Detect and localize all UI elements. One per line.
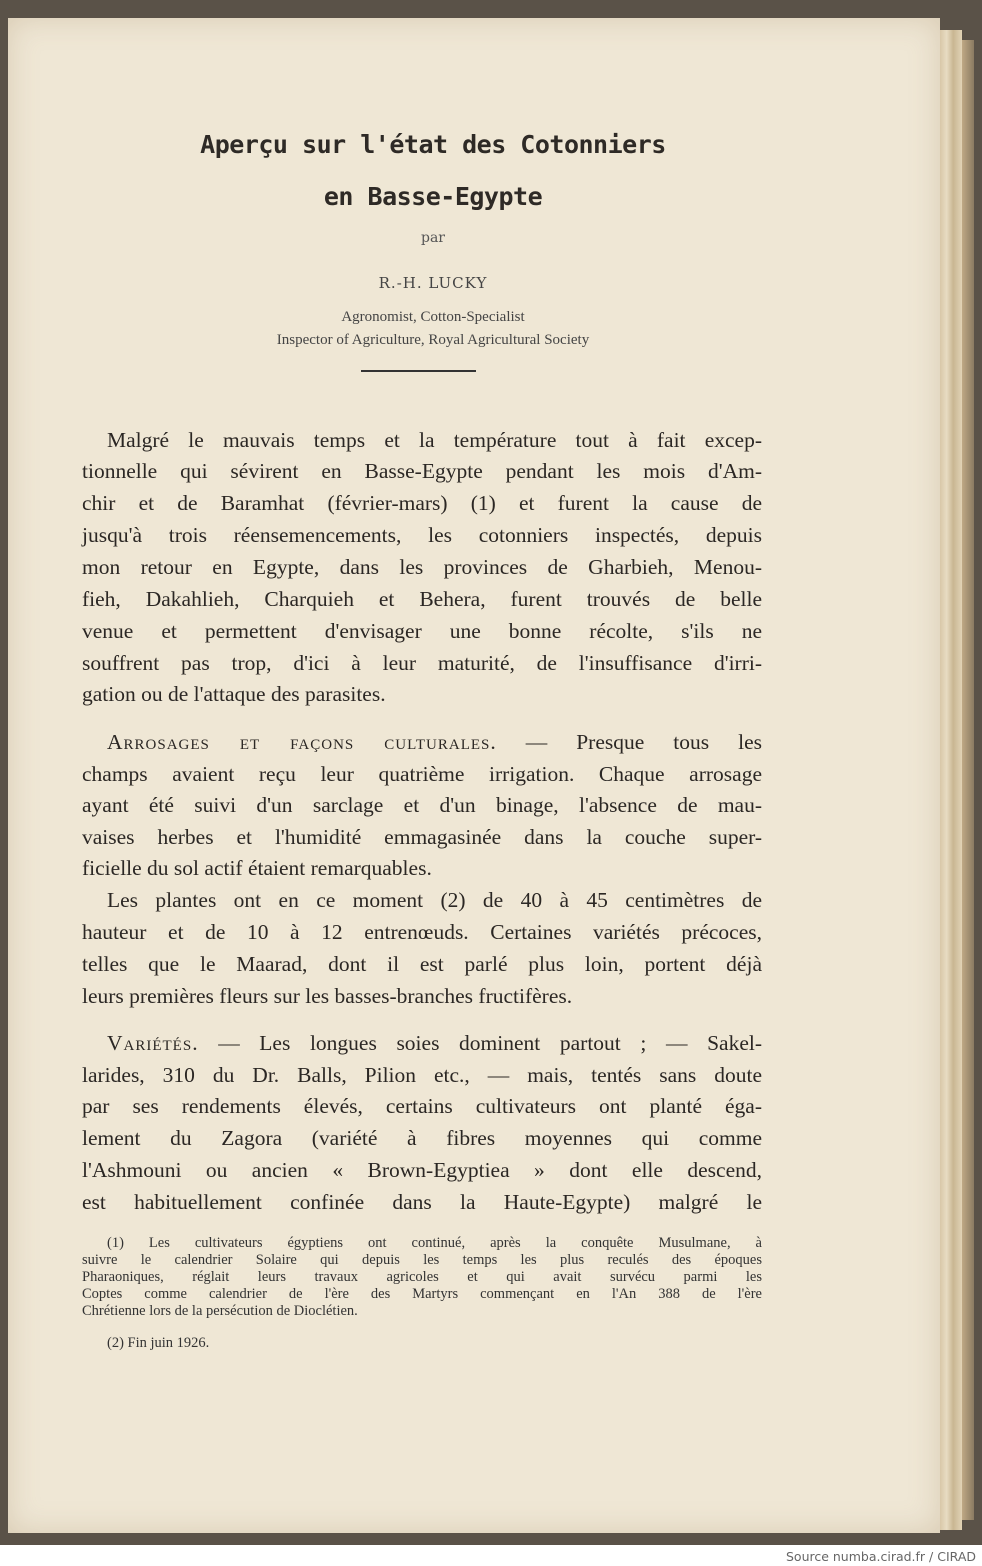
body-line: Les plantes ont en ce moment (2) de 40 à 45 centimètres de	[107, 888, 762, 912]
footnote-line: Chrétienne lors de la persécution de Dioclétien.	[82, 1303, 358, 1319]
body-line: lement du Zagora (variété à fibres moyennes qui comme	[82, 1126, 762, 1150]
body-text-fragment: — Les longues soies dominent partout ; — Sakel-	[198, 1031, 762, 1055]
body-line: vaises herbes et l'humidité emmagasinée dans la couche super-	[82, 825, 762, 849]
footnote-line: (1) Les cultivateurs égyptiens ont continué, après la conquête Musulmane, à	[107, 1235, 762, 1251]
footnote-2: (2) Fin juin 1926.	[107, 1335, 210, 1351]
section-heading-varietes: Variétés.	[107, 1031, 199, 1055]
body-line: souffrent pas trop, d'ici à leur maturité, de l'insuffisance d'irri-	[82, 651, 762, 675]
footnote-line: suivre le calendrier Solaire qui depuis les temps les plus reculés des époques	[82, 1252, 762, 1268]
section-heading-arrosages: Arrosages et façons culturales.	[107, 730, 497, 754]
body-line: par ses rendements élevés, certains cultivateurs ont planté éga-	[82, 1094, 762, 1118]
body-line: larides, 310 du Dr. Balls, Pilion etc., — mais, tentés sans doute	[82, 1063, 762, 1087]
affiliation-1: Agronomist, Cotton-Specialist	[341, 309, 525, 325]
body-line: Malgré le mauvais temps et la température tout à fait excep-	[107, 428, 762, 452]
body-line: jusqu'à trois réensemencements, les cotonniers inspectés, depuis	[82, 523, 762, 547]
title-line-1: Aperçu sur l'état des Cotonniers	[200, 130, 666, 159]
body-line: leurs premières fleurs sur les basses-branches fructifères.	[82, 984, 573, 1008]
body-text-fragment: — Presque tous les	[496, 730, 762, 754]
body-line: tionnelle qui sévirent en Basse-Egypte pendant les mois d'Am-	[82, 459, 762, 483]
body-line: chir et de Baramhat (février-mars) (1) et furent la cause de	[82, 491, 762, 515]
body-line: est habituellement confinée dans la Haute-Egypte) malgré le	[82, 1190, 762, 1214]
section-heading-line	[107, 1029, 762, 1057]
body-line: l'Ashmouni ou ancien « Brown-Egyptiea » dont elle descend,	[82, 1158, 762, 1182]
body-line: ficielle du sol actif étaient remarquables.	[82, 856, 432, 880]
affiliation-2: Inspector of Agriculture, Royal Agricultural Society	[276, 332, 590, 348]
footnote-line: Coptes comme calendrier de l'ère des Martyrs commençant en l'An 388 de l'ère	[82, 1286, 762, 1302]
author-name: R.-H. LUCKY	[378, 274, 488, 292]
body-line: mon retour en Egypte, dans les provinces de Gharbieh, Menou-	[82, 555, 762, 579]
footnote-line: Pharaoniques, réglait leurs travaux agricoles et qui avait survécu parmi les	[82, 1269, 762, 1285]
by-label: par	[420, 230, 445, 246]
title-line-2: en Basse-Egypte	[323, 182, 543, 211]
source-credit: Source numba.cirad.fr / CIRAD	[785, 1549, 976, 1564]
body-line: hauteur et de 10 à 12 entrenœuds. Certaines variétés précoces,	[82, 920, 762, 944]
body-line: venue et permettent d'envisager une bonne récolte, s'ils ne	[82, 619, 762, 643]
body-line: gation ou de l'attaque des parasites.	[82, 682, 386, 706]
book-cover-edge	[962, 40, 974, 1520]
body-line: telles que le Maarad, dont il est parlé plus loin, portent déjà	[82, 952, 762, 976]
book-page-edges	[940, 30, 962, 1530]
body-line: ayant été suivi d'un sarclage et d'un binage, l'absence de mau-	[82, 793, 762, 817]
body-line: champs avaient reçu leur quatrième irrigation. Chaque arrosage	[82, 762, 762, 786]
body-line: fieh, Dakahlieh, Charquieh et Behera, furent trouvés de belle	[82, 587, 762, 611]
title-divider	[361, 370, 476, 372]
section-heading-line	[107, 728, 762, 756]
